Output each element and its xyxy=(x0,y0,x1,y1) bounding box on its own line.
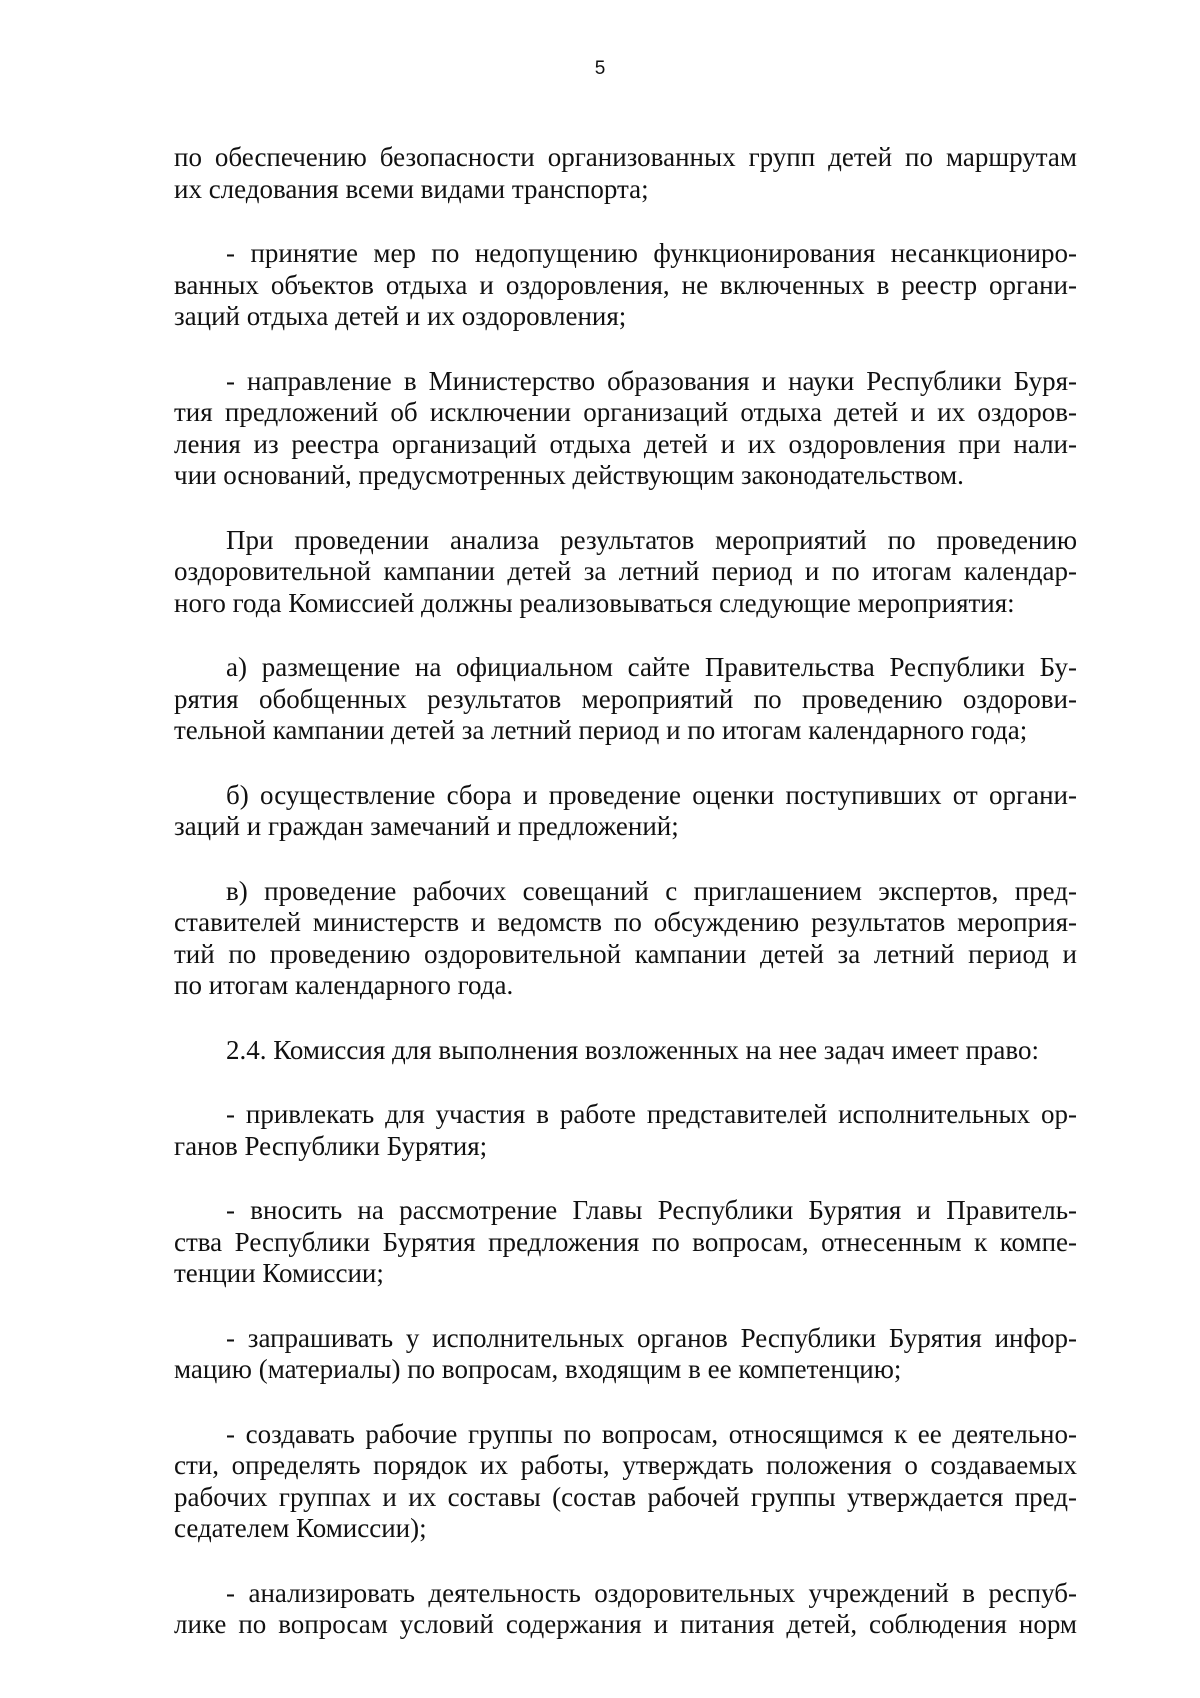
paragraph xyxy=(174,1035,1077,1067)
text-line: рятия обобщенных результатов мероприятий по проведению оздорови- xyxy=(174,683,1077,714)
text-line: а) размещение на официальном сайте Правительства Республики Бу- xyxy=(226,652,1077,682)
paragraph xyxy=(174,1419,1077,1545)
text-line: 2.4. Комиссия для выполнения возложенных на нее задач имеет право: xyxy=(226,1034,1039,1065)
text-line: - привлекать для участия в работе представителей исполнительных ор- xyxy=(226,1099,1077,1129)
text-line: лике по вопросам условий содержания и питания детей, соблюдения норм xyxy=(174,1609,1077,1639)
paragraph xyxy=(174,1099,1077,1162)
paragraph xyxy=(174,780,1077,843)
paragraph xyxy=(174,142,1077,205)
paragraph xyxy=(174,652,1077,747)
paragraph xyxy=(174,1578,1077,1641)
text-line: ванных объектов отдыха и оздоровления, не включенных в реестр органи- xyxy=(174,269,1077,300)
text-line: оздоровительной кампании детей за летний период и по итогам календар- xyxy=(174,556,1077,586)
paragraph xyxy=(174,525,1077,620)
text-line: по обеспечению безопасности организованных групп детей по маршрутам xyxy=(174,142,1077,172)
text-line: тия предложений об исключении организаций отдыха детей и их оздоров- xyxy=(174,397,1077,427)
text-line: рабочих группах и их составы (состав рабочей группы утверждается пред- xyxy=(174,1481,1077,1512)
text-line: ставителей министерств и ведомств по обсуждению результатов мероприя- xyxy=(174,907,1077,937)
paragraph xyxy=(174,366,1077,492)
text-line: заций отдыха детей и их оздоровления; xyxy=(174,301,627,331)
text-line: в) проведение рабочих совещаний с приглашением экспертов, пред- xyxy=(226,875,1077,906)
text-line: - вносить на рассмотрение Главы Республики Бурятия и Правитель- xyxy=(226,1195,1077,1225)
document-body xyxy=(174,142,1077,1674)
text-line: - направление в Министерство образования и науки Республики Буря- xyxy=(226,365,1077,396)
text-line: - принятие мер по недопущению функционирования несанкциониро- xyxy=(226,238,1077,268)
text-line: ства Республики Бурятия предложения по вопросам, отнесенным к компе- xyxy=(174,1226,1077,1257)
text-line: тельной кампании детей за летний период и по итогам календарного года; xyxy=(174,715,1028,745)
text-line: ления из реестра организаций отдыха детей и их оздоровления при нали- xyxy=(174,428,1077,459)
text-line: ганов Республики Бурятия; xyxy=(174,1130,488,1161)
text-line: их следования всеми видами транспорта; xyxy=(174,173,649,204)
text-line: тенции Комиссии; xyxy=(174,1258,384,1288)
text-line: заций и граждан замечаний и предложений; xyxy=(174,811,679,841)
text-line: чии оснований, предусмотренных действующим законодательством. xyxy=(174,460,964,490)
text-line: - анализировать деятельность оздоровительных учреждений в респуб- xyxy=(226,1577,1077,1608)
text-line: - запрашивать у исполнительных органов Республики Бурятия инфор- xyxy=(226,1322,1077,1353)
paragraph xyxy=(174,876,1077,1002)
text-line: При проведении анализа результатов мероприятий по проведению xyxy=(226,524,1077,555)
text-line: тий по проведению оздоровительной кампании детей за летний период и xyxy=(174,938,1077,969)
text-line: сти, определять порядок их работы, утверждать положения о создаваемых xyxy=(174,1450,1077,1480)
text-line: б) осуществление сбора и проведение оценки поступивших от органи- xyxy=(226,779,1077,810)
paragraph xyxy=(174,238,1077,333)
page-number: 5 xyxy=(594,58,606,79)
text-line: мацию (материалы) по вопросам, входящим в ее компетенцию; xyxy=(174,1354,902,1384)
text-line: - создавать рабочие группы по вопросам, относящимся к ее деятельно- xyxy=(226,1418,1077,1449)
text-line: ного года Комиссией должны реализовываться следующие мероприятия: xyxy=(174,587,1015,618)
text-line: по итогам календарного года. xyxy=(174,970,514,1000)
text-line: седателем Комиссии); xyxy=(174,1513,427,1543)
paragraph xyxy=(174,1195,1077,1290)
paragraph xyxy=(174,1323,1077,1386)
